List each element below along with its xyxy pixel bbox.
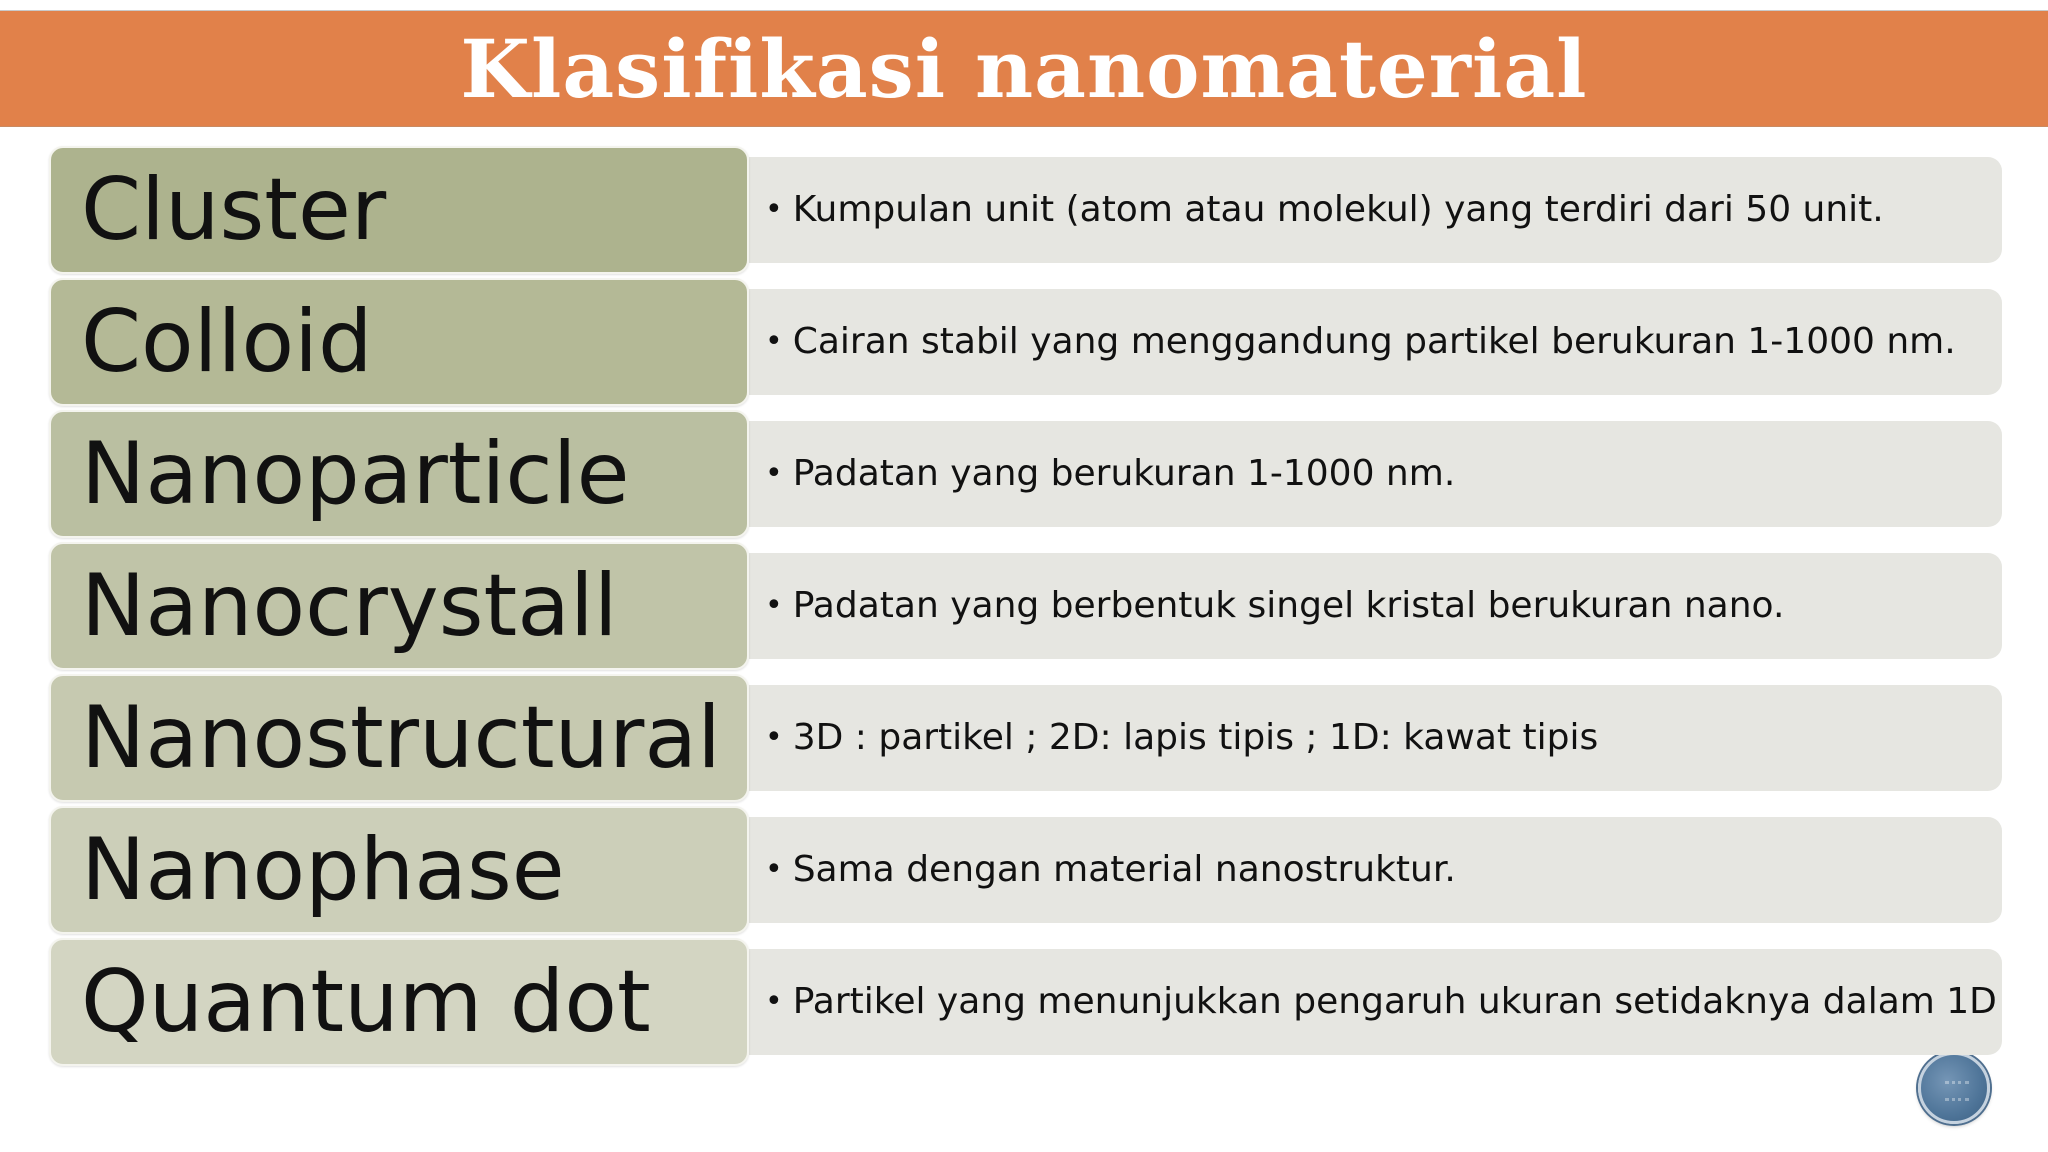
slide-navigation-icon [1945,1081,1969,1101]
bullet-marker: • [765,720,783,755]
term-label: Nanoparticle [81,424,630,524]
description-text: Cairan stabil yang menggandung partikel berukuran 1-1000 nm. [792,321,1956,362]
bullet-marker: • [765,456,783,491]
term-label: Cluster [81,160,387,260]
term-label: Quantum dot [81,952,651,1052]
description-text: Padatan yang berukuran 1-1000 nm. [792,453,1456,494]
description-box [749,817,2002,923]
description-box [749,157,2002,263]
description-box [749,949,2002,1055]
classification-row [49,410,2002,542]
description-text: Sama dengan material nanostruktur. [792,849,1456,890]
term-box [49,410,749,538]
bullet-marker: • [765,588,783,623]
description-box [749,421,2002,527]
bullet-marker: • [765,984,783,1019]
slide-title: Klasifikasi nanomaterial [460,21,1588,116]
bullet-marker: • [765,324,783,359]
term-label: Nanostructural [81,688,722,788]
classification-row [49,938,2002,1070]
description-box [749,685,2002,791]
description-text: 3D : partikel ; 2D: lapis tipis ; 1D: kawat tipis [792,717,1599,758]
term-box [49,806,749,934]
term-box [49,146,749,274]
classification-row [49,674,2002,806]
term-label: Nanophase [81,820,565,920]
term-label: Colloid [81,292,373,392]
bullet-marker: • [765,192,783,227]
description-text: Padatan yang berbentuk singel kristal berukuran nano. [792,585,1785,626]
classification-row [49,146,2002,278]
term-box [49,674,749,802]
term-box [49,938,749,1066]
title-bar [0,10,2048,127]
description-text: Partikel yang menunjukkan pengaruh ukuran setidaknya dalam 1D [792,981,1997,1022]
description-box [749,553,2002,659]
slide-navigation-button[interactable] [1918,1052,1990,1124]
classification-row [49,542,2002,674]
bullet-marker: • [765,852,783,887]
term-box [49,542,749,670]
description-box [749,289,2002,395]
term-box [49,278,749,406]
description-text: Kumpulan unit (atom atau molekul) yang terdiri dari 50 unit. [792,189,1884,230]
classification-row [49,278,2002,410]
classification-row [49,806,2002,938]
term-label: Nanocrystall [81,556,618,656]
classification-list [49,146,2002,1070]
